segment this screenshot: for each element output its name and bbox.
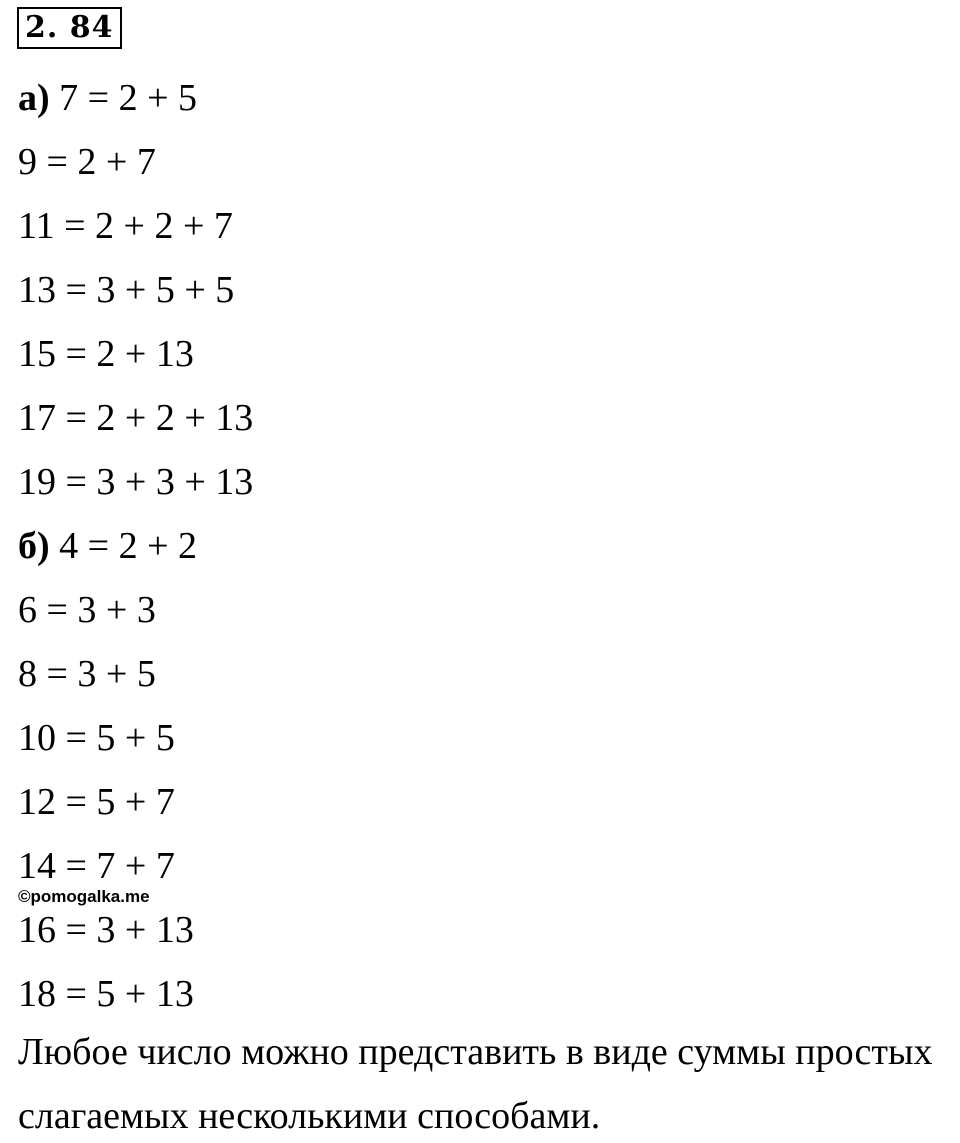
problem-number: 2. 84 — [17, 7, 122, 49]
part-a-label: а) — [18, 77, 50, 119]
part-a-line-3: 11 = 2 + 2 + 7 — [18, 205, 233, 247]
part-b-equation-1: 4 = 2 + 2 — [59, 525, 198, 567]
part-a-line-1 — [18, 76, 197, 120]
part-b-line-8: 18 = 5 + 13 — [18, 973, 194, 1015]
part-b-label: б) — [18, 525, 50, 567]
part-a-line-6: 17 = 2 + 2 + 13 — [18, 397, 254, 439]
conclusion-line-1: Любое число можно представить в виде суммы простых — [18, 1031, 933, 1073]
part-b-line-4: 10 = 5 + 5 — [18, 717, 175, 759]
part-b-line-2: 6 = 3 + 3 — [18, 589, 156, 631]
watermark: ©pomogalka.me — [18, 887, 150, 906]
part-a-line-5: 15 = 2 + 13 — [18, 333, 194, 375]
part-a-equation-1: 7 = 2 + 5 — [59, 77, 198, 119]
part-a-line-7: 19 = 3 + 3 + 13 — [18, 461, 254, 503]
part-b-line-1 — [18, 524, 197, 568]
part-b-line-5: 12 = 5 + 7 — [18, 781, 175, 823]
part-b-line-3: 8 = 3 + 5 — [18, 653, 156, 695]
part-b-line-6: 14 = 7 + 7 — [18, 845, 175, 887]
conclusion-line-2: слагаемых несколькими способами. — [18, 1095, 601, 1137]
part-a-line-2: 9 = 2 + 7 — [18, 141, 156, 183]
part-a-line-4: 13 = 3 + 5 + 5 — [18, 269, 235, 311]
part-b-line-7: 16 = 3 + 13 — [18, 909, 194, 951]
